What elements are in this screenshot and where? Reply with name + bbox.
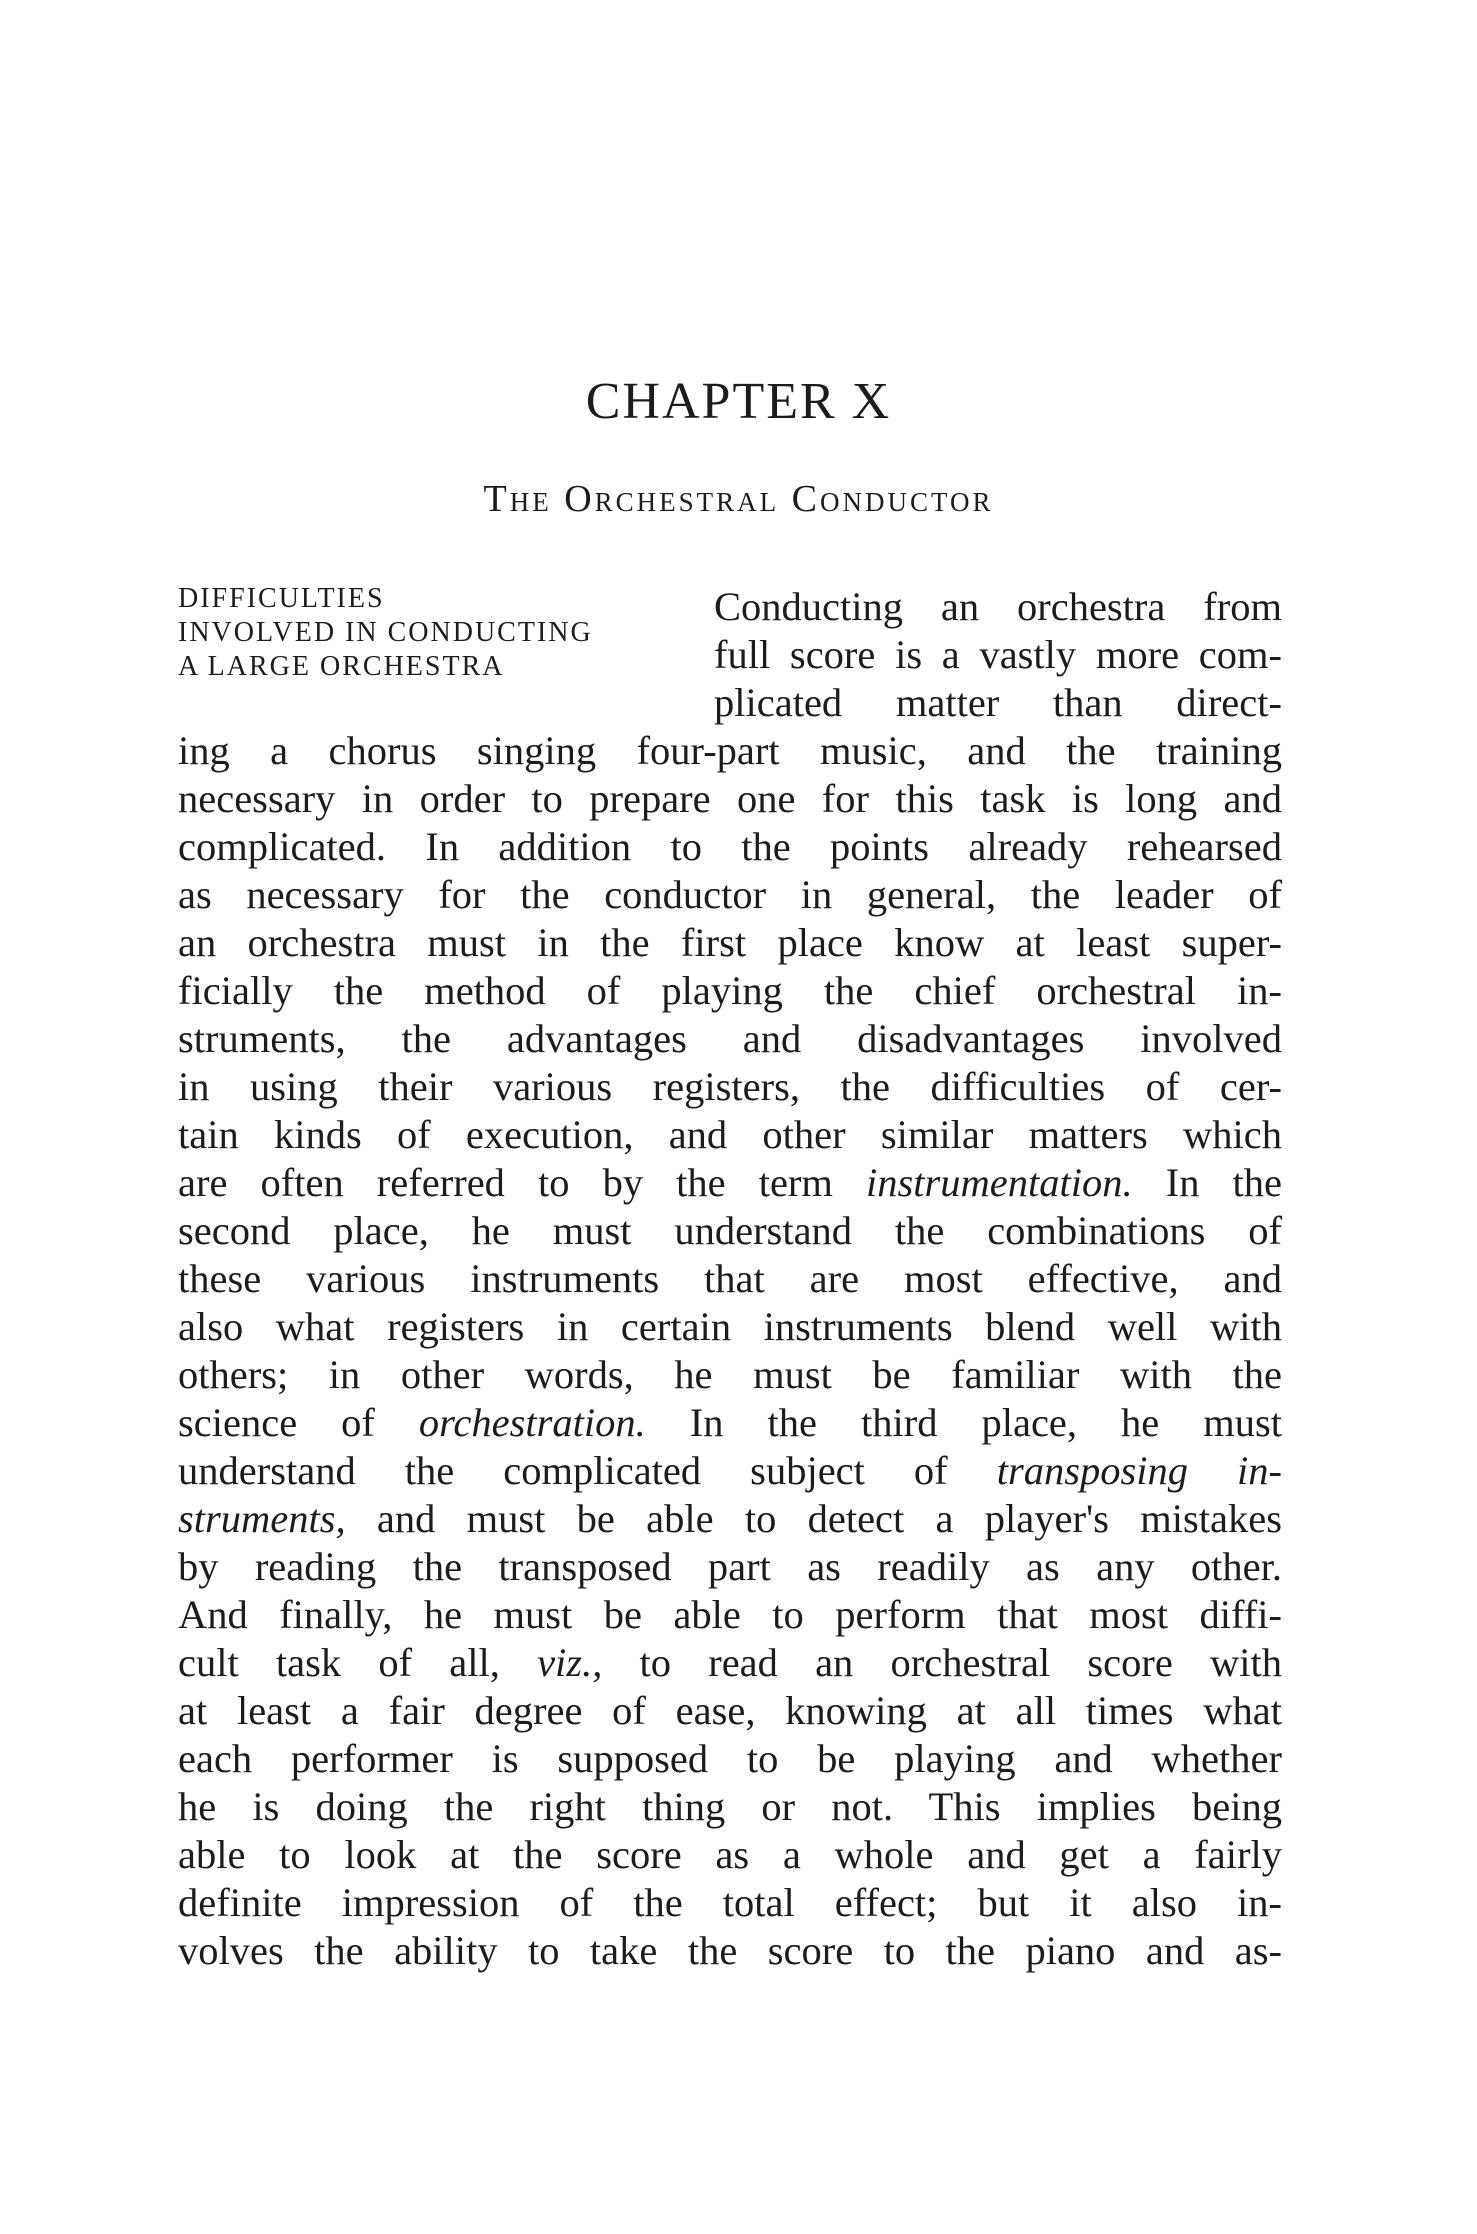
text-line: as necessary for the conductor in general, the leader of [178, 872, 1282, 917]
italic-term: viz., [537, 1640, 603, 1685]
margin-note-line: INVOLVED IN CONDUCTING [178, 617, 593, 648]
text-line: full score is a vastly more com- [714, 632, 1282, 677]
margin-note-line: DIFFICULTIES [178, 583, 385, 614]
text-line: an orchestra must in the first place know at least super- [178, 920, 1282, 965]
text-line: by reading the transposed part as readily as any other. [178, 1544, 1282, 1589]
chapter-heading: CHAPTER X [585, 373, 892, 430]
chapter-title: The Orchestral Conductor [483, 478, 994, 520]
text-run: and must be able to detect a player's mistakes [345, 1496, 1282, 1541]
text-run: science of [178, 1400, 419, 1445]
text-line: plicated matter than direct- [714, 680, 1282, 725]
text-line: each performer is supposed to be playing and whether [178, 1736, 1282, 1781]
italic-term: struments, [178, 1496, 346, 1541]
text-line [178, 1159, 1282, 1207]
text-line: also what registers in certain instruments blend well with [178, 1304, 1282, 1349]
text-line: Conducting an orchestra from [714, 584, 1282, 629]
text-line: in using their various registers, the difficulties of cer- [178, 1064, 1282, 1109]
italic-term: orchestration. [418, 1400, 646, 1445]
text-line: these various instruments that are most effective, and [178, 1256, 1282, 1301]
text-run: are often referred to by the term [178, 1160, 866, 1205]
text-line: he is doing the right thing or not. This implies being [178, 1784, 1282, 1829]
margin-note-line: A LARGE ORCHESTRA [178, 651, 505, 682]
text-line: necessary in order to prepare one for this task is long and [178, 776, 1282, 821]
text-line: definite impression of the total effect; but it also in- [178, 1880, 1282, 1925]
text-line: at least a fair degree of ease, knowing at all times what [178, 1688, 1282, 1733]
text-line: ficially the method of playing the chief orchestral in- [178, 968, 1282, 1013]
text-line [178, 1495, 1282, 1543]
text-run: In the [1132, 1160, 1283, 1205]
text-line: struments, the advantages and disadvantages involved [178, 1016, 1282, 1061]
text-run: cult task of all, [178, 1640, 538, 1685]
text-line [178, 1639, 1282, 1687]
text-line: able to look at the score as a whole and get a fairly [178, 1832, 1282, 1877]
text-line: ing a chorus singing four-part music, and the training [178, 728, 1282, 773]
text-line: And finally, he must be able to perform that most diffi- [178, 1592, 1282, 1637]
italic-term: instrumentation. [866, 1160, 1133, 1205]
text-line [178, 1447, 1282, 1495]
text-run: to read an orchestral score with [602, 1640, 1282, 1685]
text-line [178, 1399, 1282, 1447]
text-line: second place, he must understand the combinations of [178, 1208, 1282, 1253]
text-line: complicated. In addition to the points already rehearsed [178, 824, 1282, 869]
italic-term: transposing in- [996, 1448, 1283, 1493]
text-run: understand the complicated subject of [178, 1448, 997, 1493]
text-line: others; in other words, he must be familiar with the [178, 1352, 1282, 1397]
body-paragraph [178, 583, 1282, 1975]
text-run: In the third place, he must [645, 1400, 1282, 1445]
text-line: volves the ability to take the score to the piano and as- [178, 1928, 1282, 1973]
text-line: tain kinds of execution, and other similar matters which [178, 1112, 1282, 1157]
